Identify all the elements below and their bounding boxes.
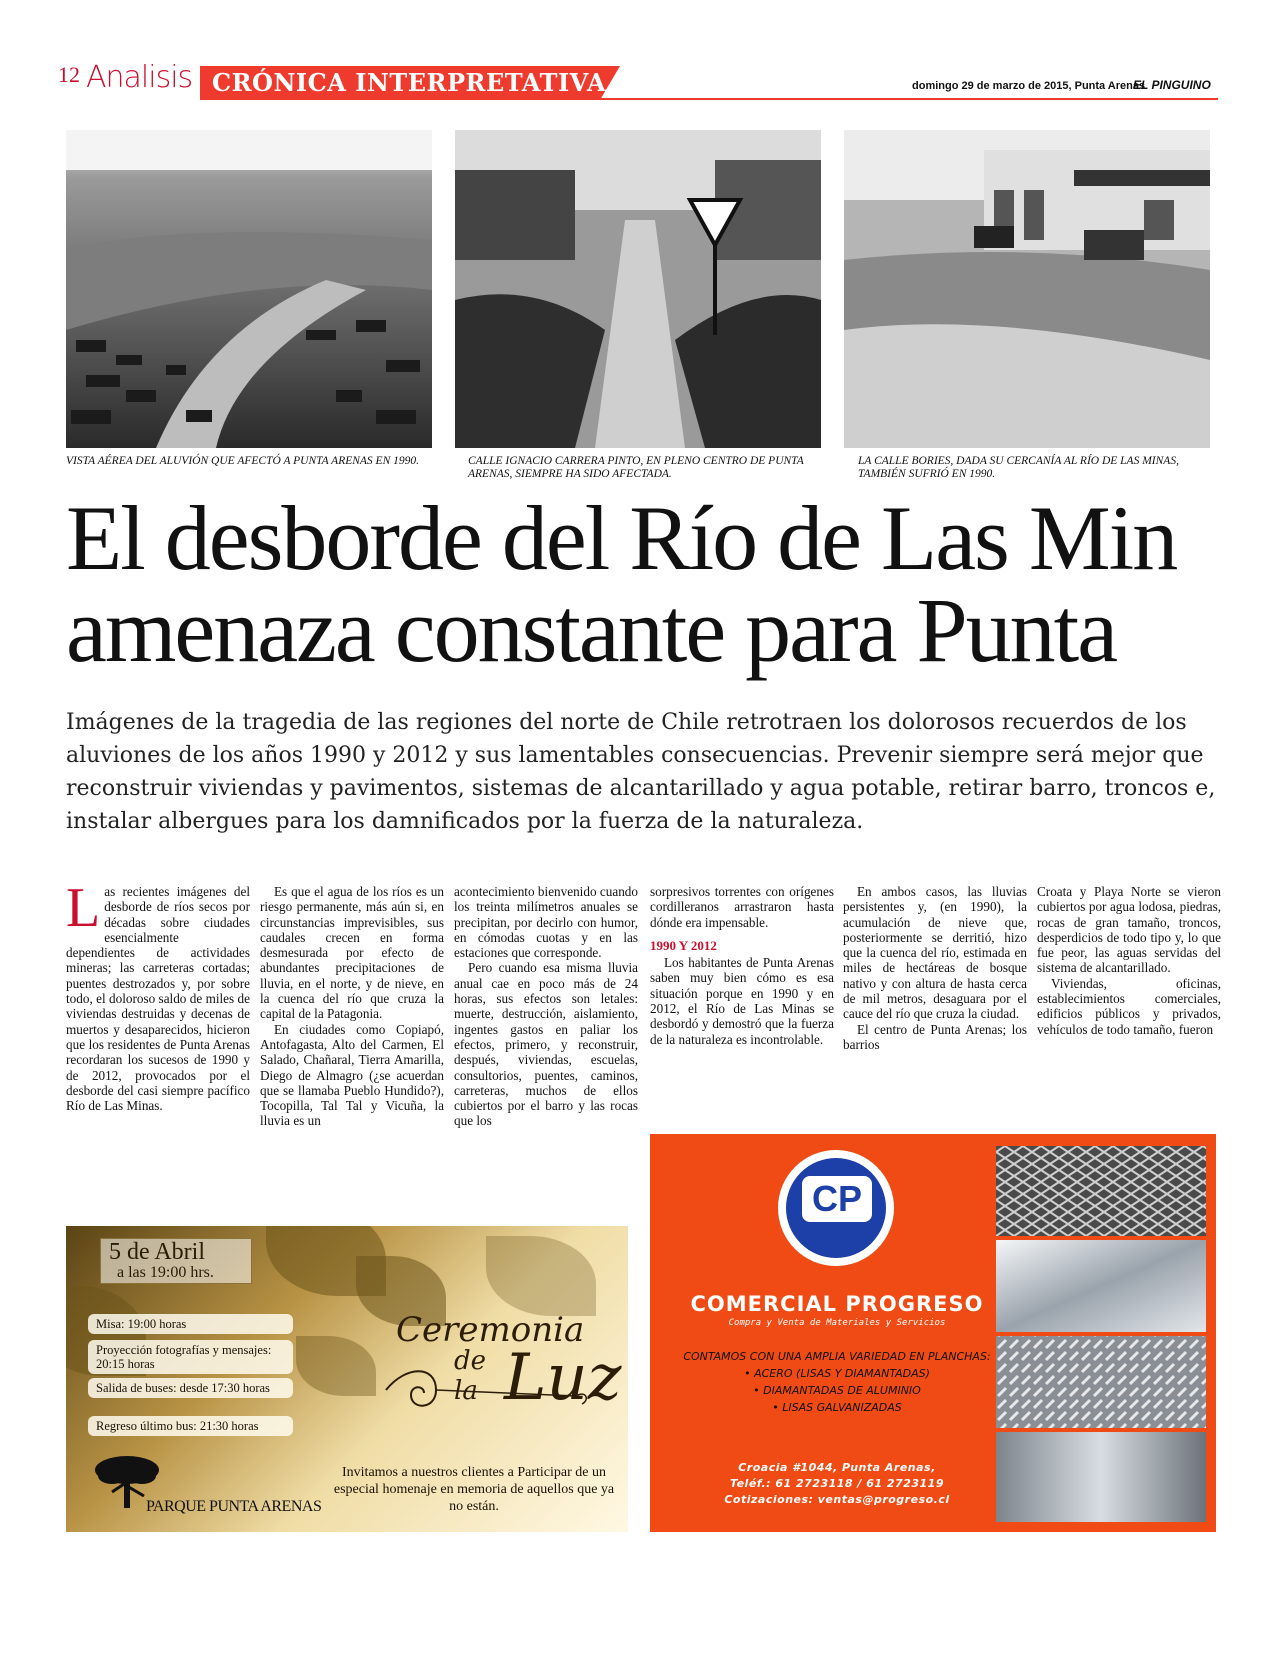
article-paragraph: Pero cuando esa misma lluvia anual cae en poco más de 24 horas, sus efectos son letales: muerte, destrucción, aislamiento, ingentes gastos en paliar los efectos, primero, y reconstruir, después, viviendas, escuelas, consultorios, puentes, caminos, carreteras, muchos de ellos cubiertos por el barro y las rocas que los <box>454 960 638 1129</box>
article-column-4 <box>650 884 834 1110</box>
ad-schedule-item: Proyección fotografías y mensajes: 20:15 horas <box>88 1340 293 1374</box>
ad-event-time: a las 19:00 hrs. <box>117 1264 214 1281</box>
article-column-2 <box>260 884 444 1204</box>
ad-progreso-list <box>676 1348 998 1416</box>
headline-line-1: El desborde del Río de Las Min <box>66 487 1177 589</box>
article-paragraph: En ambos casos, las lluvias persistentes y, (en 1990), la acumulación de nieve que, posteriormente se derritió, hizo que la cuenca del río, estimada en miles de hectáreas de bosque nativo y con altura de hasta cerca de mil metros, desaguara por el cauce del río que cruza la ciudad. <box>843 884 1027 1022</box>
article-subhead: 1990 Y 2012 <box>650 937 717 953</box>
article-paragraph: sorpresivos torrentes con orígenes cordilleranos arrastraron hasta dónde era impensable. <box>650 884 834 930</box>
cp-logo-text: CP <box>802 1176 872 1222</box>
ad-schedule-item: Misa: 19:00 horas <box>88 1314 293 1334</box>
headline-line-2: amenaza constante para Punta <box>66 579 1117 681</box>
header-rule <box>200 98 1218 100</box>
ad-brand-parque-punta-arenas: PARQUE PUNTA ARENAS <box>146 1498 322 1515</box>
article-paragraph: acontecimiento bienvenido cuando los treinta milímetros anuales se precipitan, por decirlo con humor, en cómodas cuotas y en las estaciones que corresponde. <box>454 884 638 961</box>
article-column-1 <box>66 884 250 1204</box>
metal-sheets-image <box>996 1146 1206 1522</box>
article-paragraph: Croata y Playa Norte se vieron cubiertos por agua lodosa, piedras, rocas de gran tamaño, troncos, desperdicios de todo tipo y, lo que fue peor, las aguas servidas del sistema de alcantarillado. <box>1037 884 1221 976</box>
ad-progreso-lead: CONTAMOS CON UNA AMPLIA VARIEDAD EN PLANCHAS: <box>683 1350 991 1363</box>
article-paragraph: Los habitantes de Punta Arenas saben muy bien cómo es esa situación porque en 1990 y en 2012, el Río de Las Minas se desbordó y demostró que la fuerza de la naturaleza es incontrolable. <box>650 955 834 1047</box>
subsection-title: CRÓNICA INTERPRETATIVA <box>212 68 607 97</box>
ad-event-date: 5 de Abril <box>109 1239 205 1265</box>
deck-summary: Imágenes de la tragedia de las regiones del norte de Chile retrotraen los dolorosos recuerdos de los aluviones de los años 1990 y 2012 y sus lamentables consecuencias. Prevenir siempre será mejor que reconstruir viviendas y pavimentos, sistemas de alcantarillado y agua potable, retirar barro, troncos e, instalar albergues para los damnificados por la fuerza de la naturaleza. <box>66 710 1216 834</box>
dateline: domingo 29 de marzo de 2015, Punta Arenas <box>912 80 1146 92</box>
article-paragraph: Viviendas, oficinas, establecimientos comerciales, edificios públicos y privados, vehículos de todo tamaño, fueron <box>1037 975 1221 1037</box>
ad-invitation-text: Invitamos a nuestros clientes a Participar de un especial homenaje en memoria de aquellos que ya no están. <box>333 1465 615 1514</box>
ad-progreso-address: Croacia #1044, Punta Arenas, <box>738 1461 936 1474</box>
ad-title-luz: Luz <box>504 1341 622 1415</box>
ad-schedule-item: Regreso último bus: 21:30 horas <box>88 1416 293 1436</box>
ad-progreso-item: • LISAS GALVANIZADAS <box>772 1401 902 1414</box>
ad-progreso-subtitle: Compra y Venta de Materiales y Servicios <box>728 1318 946 1328</box>
newspaper-name: EL PINGUINO <box>1133 78 1211 92</box>
article-paragraph: En ciudades como Copiapó, Antofagasta, Alto del Carmen, El Salado, Chañaral, Tierra Amarilla, Diego de Almagro (¿se acuerdan que se llamaba Pueblo Hundido?), Tocopilla, Tal Tal y Vicuña, la lluvia es un <box>260 1021 444 1129</box>
article-column-3 <box>454 884 638 1204</box>
headline <box>66 487 1177 681</box>
ad-progreso-email[interactable]: Cotizaciones: ventas@progreso.cl <box>724 1493 950 1506</box>
ad-title-de-la: de la <box>454 1346 487 1406</box>
article-paragraph: as recientes imágenes del desborde de ríos secos por décadas sobre ciudades esencialmente dependientes de actividades mineras; las carreteras cortadas; puentes destrozados y, por sobre todo, el doloroso saldo de miles de viviendas destruidas y decenas de muertos y desaparecidos, hicieron que los residentes de Punta Arenas recordaran los sucesos de 1990 y de 2012, provocados por el desborde del casi siempre pacífico Río de Las Minas. <box>66 884 250 1114</box>
page-number: 12 <box>58 62 80 87</box>
section-name: Analisis <box>86 60 193 95</box>
photo-street-bories <box>844 130 1210 448</box>
ornament-swirl-icon <box>376 1360 596 1420</box>
article-column-5 <box>843 884 1027 1110</box>
ad-progreso-contact <box>676 1460 998 1508</box>
article-column-6 <box>1037 884 1221 1110</box>
photo-caption: VISTA AÉREA DEL ALUVIÓN QUE AFECTÓ A PUNTA ARENAS EN 1990. <box>66 455 420 467</box>
photo-aerial-view <box>66 130 432 448</box>
article-paragraph: Es que el agua de los ríos es un riesgo permanente, más aún si, en circunstancias imprevisibles, sus caudales crecen en forma desmesurada por efecto de abundantes precipitaciones de lluvia, en el norte, y de nieve, en la cuenca del río que cruza la capital de la Patagonia. <box>260 884 444 1022</box>
ad-progreso-title: COMERCIAL PROGRESO <box>690 1292 984 1316</box>
ad-progreso-item: • DIAMANTADAS DE ALUMINIO <box>753 1384 921 1397</box>
ad-progreso-phone[interactable]: Teléf.: 61 2723118 / 61 2723119 <box>730 1477 944 1490</box>
photo-street-carrera-pinto <box>455 130 821 448</box>
article-paragraph: El centro de Punta Arenas; los barrios <box>843 1021 1027 1052</box>
drop-cap: L <box>66 884 101 939</box>
ad-title-ceremonia: Ceremonia <box>396 1310 585 1350</box>
ad-progreso-item: • ACERO (LISAS Y DIAMANTADAS) <box>744 1367 930 1380</box>
ad-schedule-item: Salida de buses: desde 17:30 horas <box>88 1378 293 1398</box>
ad-event-date-box <box>100 1238 252 1284</box>
photo-caption: CALLE IGNACIO CARRERA PINTO, EN PLENO CENTRO DE PUNTA ARENAS, SIEMPRE HA SIDO AFECTADA. <box>468 455 804 480</box>
photo-caption: LA CALLE BORIES, DADA SU CERCANÍA AL RÍO DE LAS MINAS, TAMBIÉN SUFRIÓ EN 1990. <box>858 455 1179 480</box>
